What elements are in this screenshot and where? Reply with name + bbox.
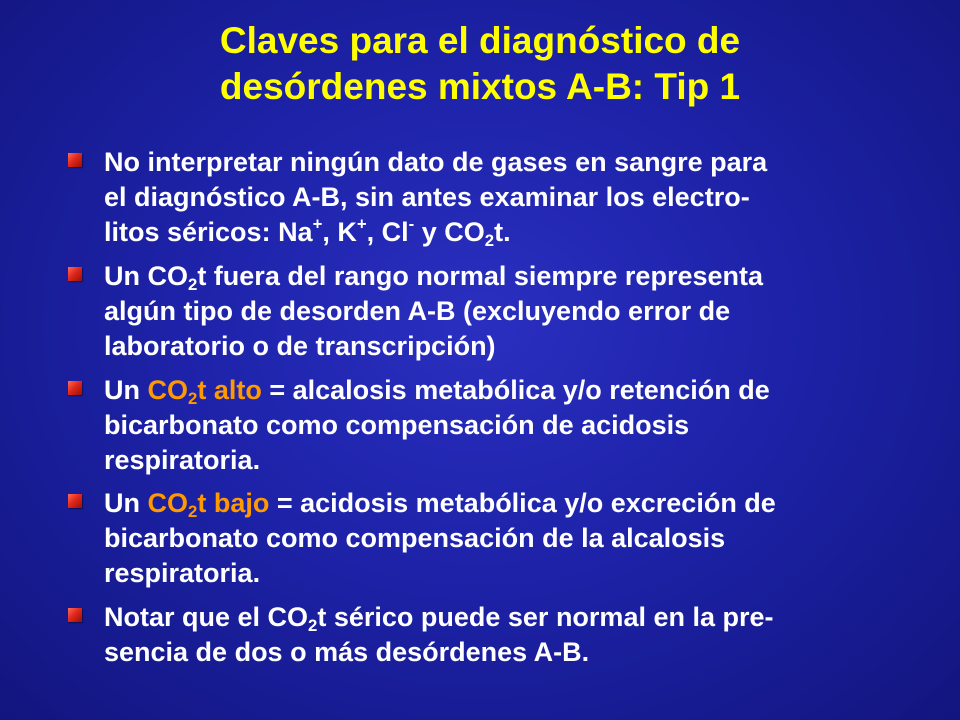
bullet-square-icon — [68, 494, 82, 508]
bullet-text — [104, 373, 924, 478]
bullet-square-icon — [68, 267, 82, 281]
text-line: Un $CO_2t$ fuera del rango normal siempre representa — [104, 261, 763, 295]
text-line: el diagnóstico A-B, sin antes examinar los electro- — [104, 182, 750, 212]
text-line: Un $CO_2t$ bajo = acidosis metabólica y/o excreción de — [104, 488, 776, 522]
bullet-text — [104, 259, 924, 364]
bullet-text — [104, 486, 924, 591]
bullet-text — [104, 145, 924, 250]
text-line: sencia de dos o más desórdenes A-B. — [104, 637, 590, 667]
text-line: Notar que el $CO_2t$ sérico puede ser normal en la pre- — [104, 602, 774, 636]
slide-title — [120, 18, 840, 110]
text-line: algún tipo de desorden A-B (excluyendo error de — [104, 296, 731, 326]
bullet-text — [104, 600, 924, 670]
text-line: bicarbonato como compensación de acidosis — [104, 410, 690, 440]
bullet-square-icon — [68, 608, 82, 622]
title-line-1: Claves para el diagnóstico de — [219, 20, 741, 61]
text-line: respiratoria. — [104, 558, 261, 588]
text-line: Un $CO_2t$ alto = alcalosis metabólica y/o retención de — [104, 375, 770, 409]
text-line: laboratorio o de transcripción) — [104, 331, 496, 361]
bullet-square-icon — [68, 381, 82, 395]
highlight-co2t: $CO_2t$ alto — [147, 375, 262, 409]
text-line: litos séricos: Na+, K+, Cl- y $CO_2t$. — [104, 214, 511, 251]
bullet-square-icon — [68, 153, 82, 167]
text-line: respiratoria. — [104, 445, 261, 475]
highlight-co2t: $CO_2t$ bajo — [147, 488, 270, 522]
text-line: No interpretar ningún dato de gases en sangre para — [104, 147, 768, 177]
title-line-2: desórdenes mixtos A-B: Tip 1 — [219, 66, 741, 107]
text-line: bicarbonato como compensación de la alcalosis — [104, 523, 726, 553]
